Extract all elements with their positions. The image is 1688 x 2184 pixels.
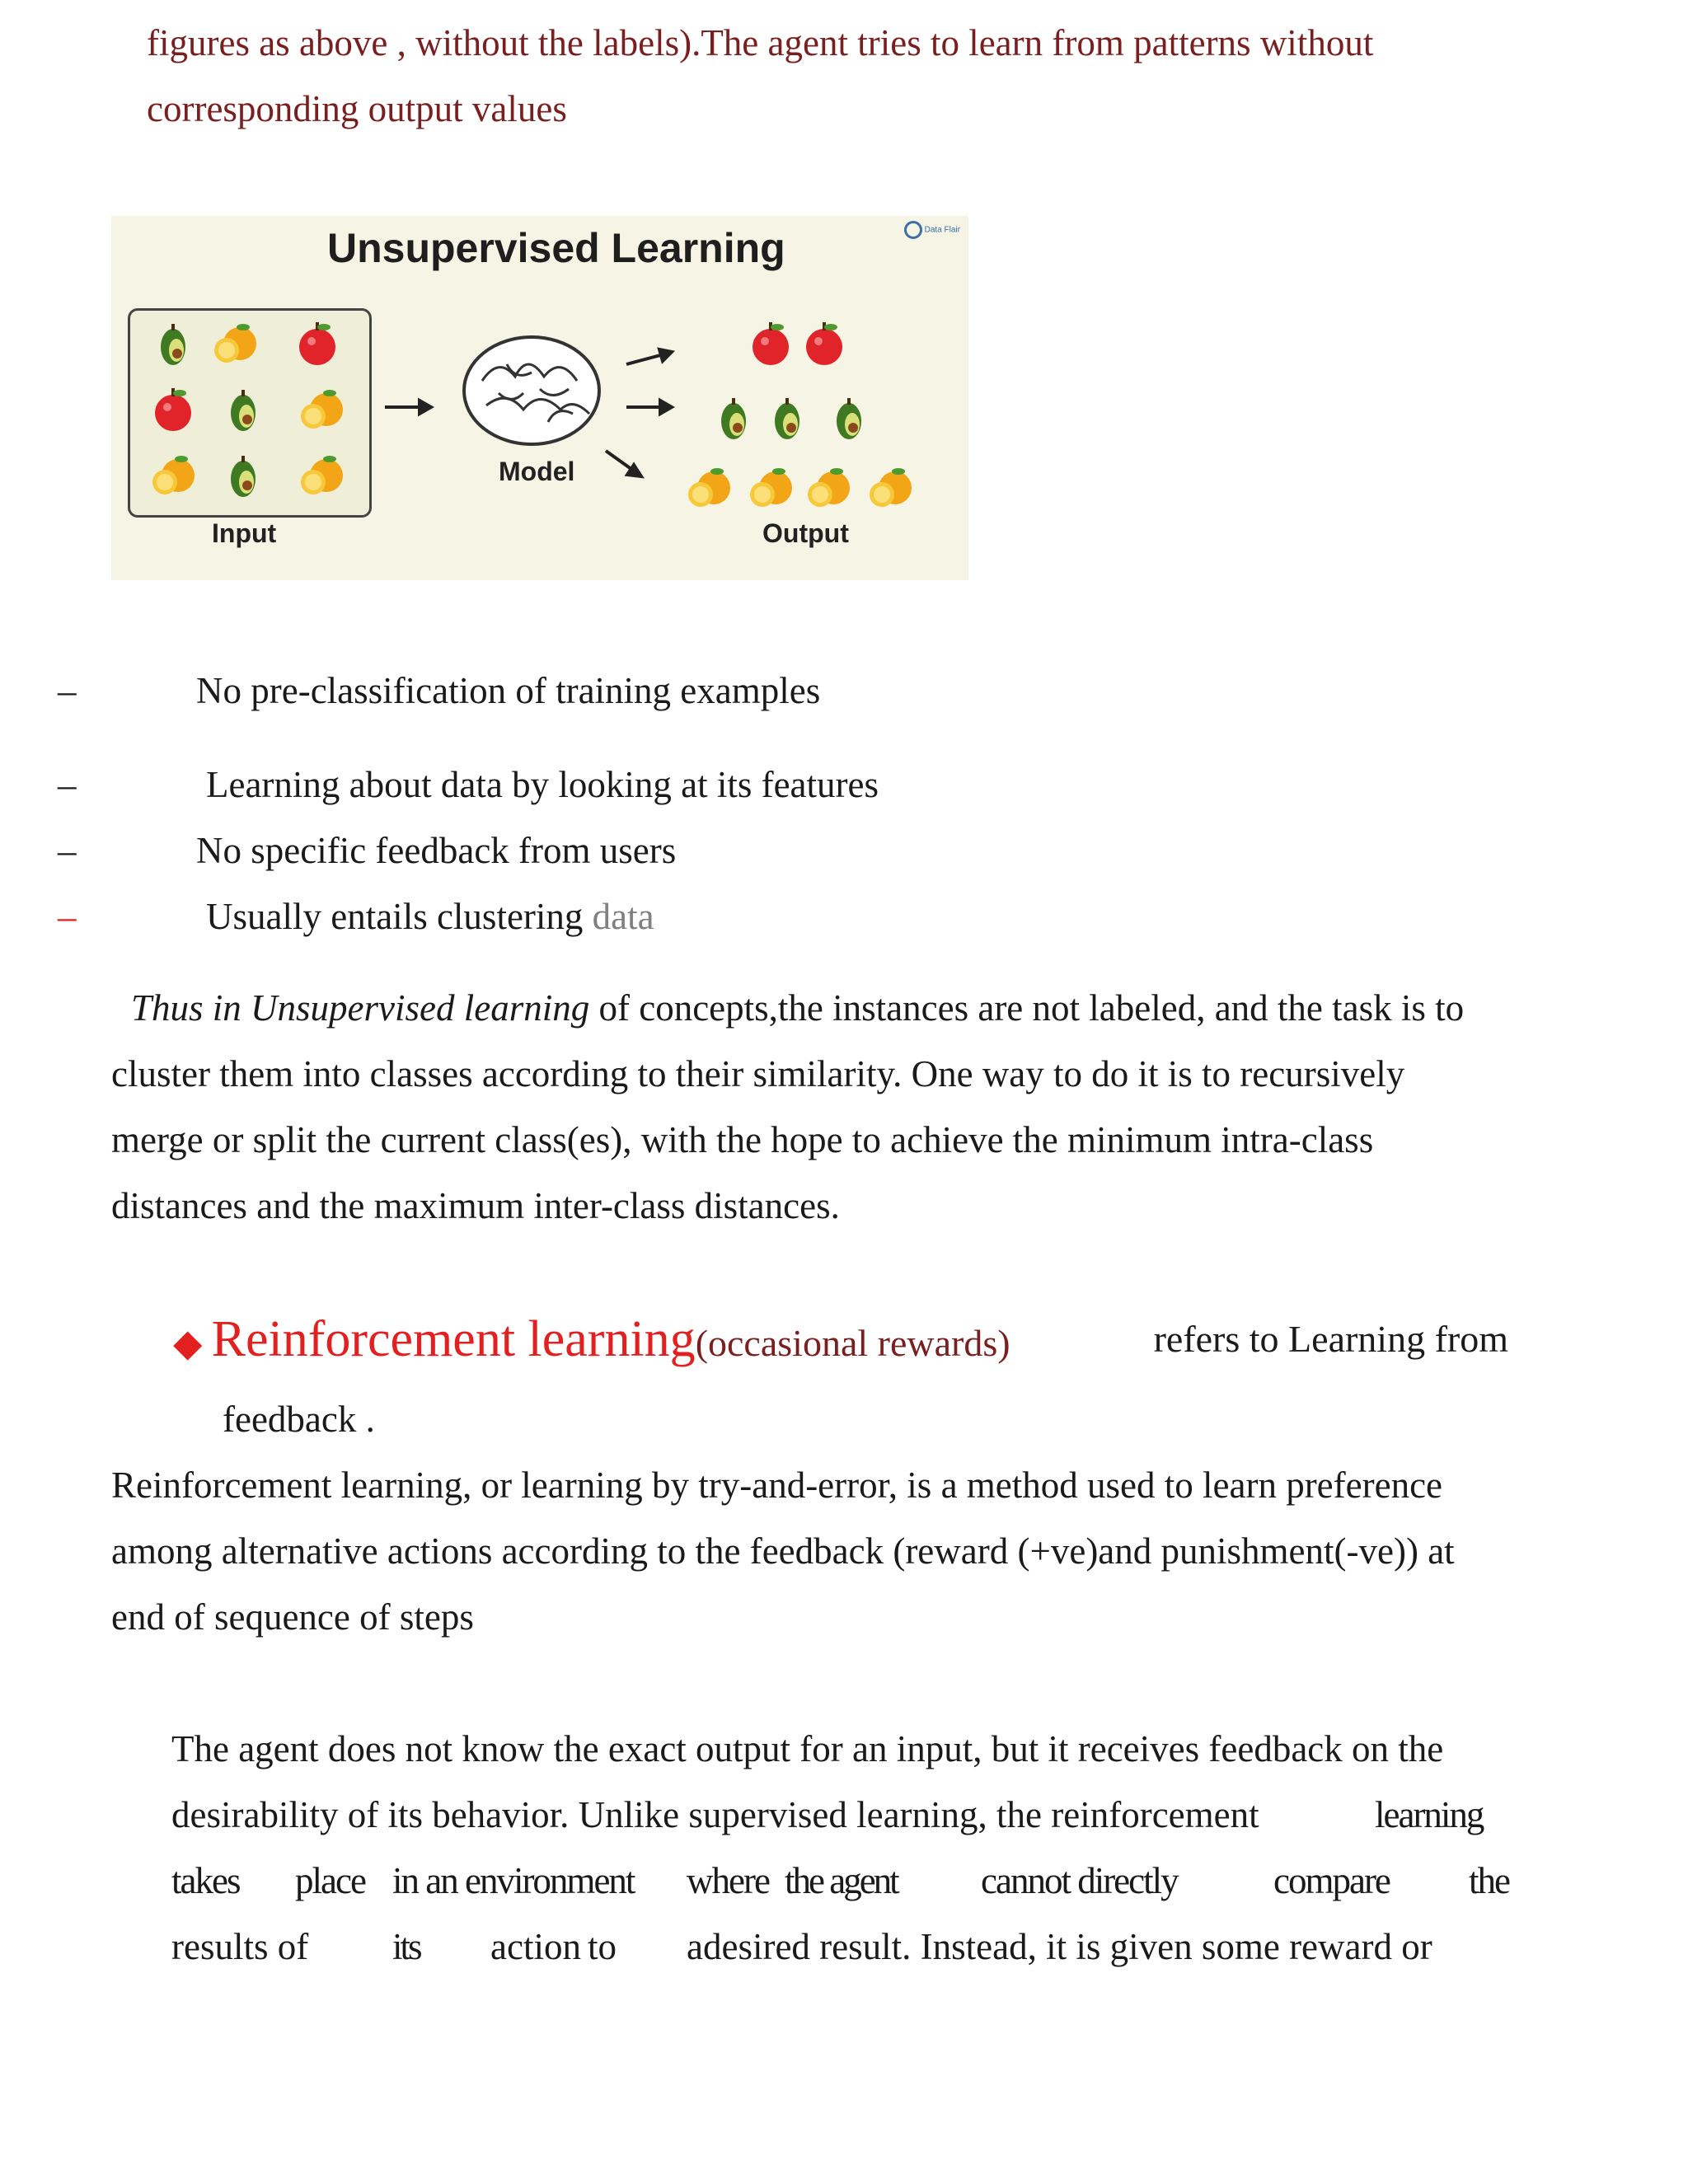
list-item: Learning about data by looking at its features [206,764,879,805]
bullet-dash: – [58,896,77,937]
word: place [295,1860,365,1901]
word: action [490,1926,581,1967]
para-line: Reinforcement learning, or learning by try-and-error, is a method used to learn preference [111,1465,1443,1506]
word: where [687,1860,769,1901]
word: the [1469,1860,1509,1901]
para-line: distances and the maximum inter-class distances. [111,1185,840,1226]
bullet-dash: – [58,830,77,871]
output-label: Output [762,518,849,548]
italic-term: Thus in Unsupervised learning [131,987,590,1029]
para-line [111,975,1464,1041]
list-item: No specific feedback from users [196,830,677,871]
figure-title: Unsupervised Learning [327,225,785,271]
reinforcement-heading [173,1306,1508,1376]
para-line: end of sequence of steps [111,1596,474,1638]
word: adesired result. Instead, it is given some reward or [687,1926,1432,1967]
para-line: The agent does not know the exact output for an input, but it receives feedback on the [171,1728,1444,1769]
bullet-dash: – [58,670,77,711]
input-label: Input [212,518,277,548]
reinforcement-paragraph [111,1452,1455,1650]
reinforcement-paren: (occasional rewards) [695,1322,1010,1364]
word: compare [1273,1860,1390,1901]
diamond-icon: ◆ [173,1322,203,1364]
reinforcement-term: Reinforcement learning [211,1311,696,1367]
word: cannot directly [981,1860,1178,1901]
intro-line-2: corresponding output values [147,88,567,129]
list-item-text: Usually entails clustering [206,896,593,937]
intro-line-1: figures as above , without the labels).The agent tries to learn from patterns without [147,22,1374,63]
reinforcement-heading-line2: feedback . [223,1399,375,1440]
list-item [206,892,654,941]
agent-line-2b: learning [1375,1794,1484,1835]
agent-paragraph [171,1716,1443,1782]
reinforcement-rest: refers to Learning from [1153,1318,1508,1360]
brain-icon [464,337,599,444]
model-label: Model [499,457,575,486]
word: in an environment [392,1860,635,1901]
word: results of [171,1926,309,1967]
word: to [588,1926,617,1967]
word: the agent [785,1860,898,1901]
list-item: No pre-classification of training examples [196,670,821,711]
unsupervised-learning-figure [111,216,968,580]
unsupervised-paragraph [111,975,1464,1239]
list-item-grey: data [592,896,654,937]
para-text: of concepts,the instances are not labeled, and the task is to [589,987,1465,1029]
bullet-dash: – [58,764,77,805]
agent-line-2a: desirability of its behavior. Unlike supervised learning, the reinforcement [171,1794,1259,1835]
word: takes [171,1860,240,1901]
logo-text: Data Flair [924,225,960,235]
para-line: merge or split the current class(es), with the hope to achieve the minimum intra-class [111,1119,1374,1160]
para-line: cluster them into classes according to their similarity. One way to do it is to recursively [111,1053,1405,1094]
word: its [392,1926,420,1967]
para-line: among alternative actions according to the feedback (reward (+ve)and punishment(-ve)) at [111,1530,1455,1572]
